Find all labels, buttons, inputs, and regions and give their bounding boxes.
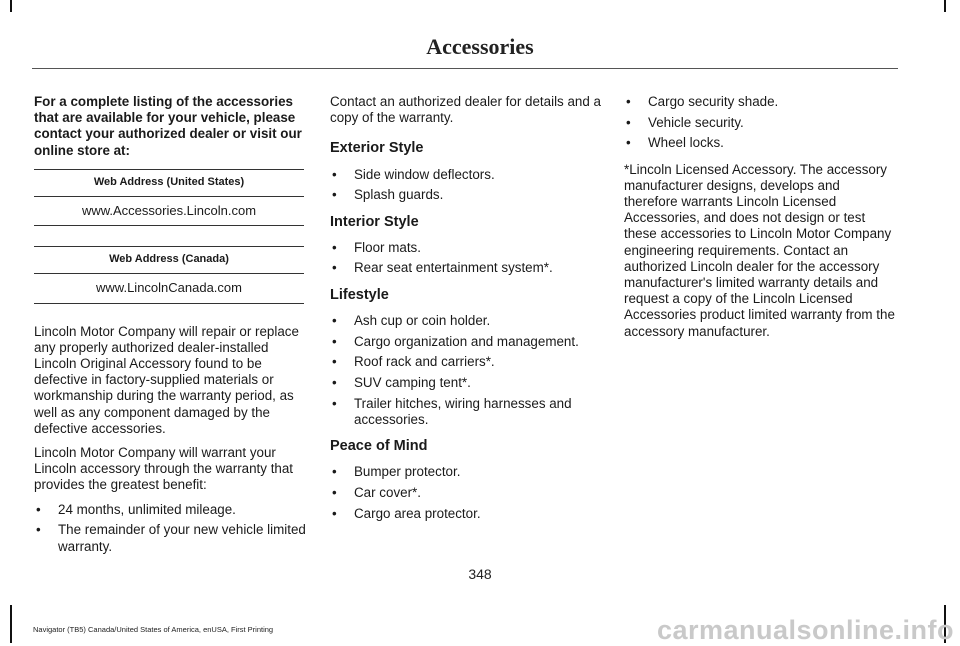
list-item: • Cargo security shade. bbox=[624, 94, 896, 110]
lifestyle-list bbox=[330, 313, 602, 428]
column-2 bbox=[330, 94, 602, 532]
column-1 bbox=[34, 94, 306, 565]
list-item: • Vehicle security. bbox=[624, 115, 896, 131]
list-item: • Roof rack and carriers*. bbox=[330, 354, 602, 370]
list-item: • Rear seat entertainment system*. bbox=[330, 260, 602, 276]
list-item: • Splash guards. bbox=[330, 187, 602, 203]
list-item: • The remainder of your new vehicle limited warranty. bbox=[34, 522, 306, 554]
list-item: • Car cover*. bbox=[330, 485, 602, 501]
table-heading: Web Address (United States) bbox=[34, 170, 304, 197]
table-heading: Web Address (Canada) bbox=[34, 247, 304, 274]
warranty-paragraph: Lincoln Motor Company will warrant your Lincoln accessory through the warranty that provides the greatest benefit: bbox=[34, 445, 294, 493]
section-heading-lifestyle: Lifestyle bbox=[330, 286, 389, 303]
licensed-accessory-footnote: *Lincoln Licensed Accessory. The accessory manufacturer designs, develops and therefore warrants Lincoln Licensed Accessories, and does not design or test these accessories to Lincoln Motor Company engineering requirements. Contact an authorized Lincoln dealer for the accessory manufacturer's limited warranty details and request a copy of the Lincoln Licensed Accessories product limited warranty from the accessory manufacturer. bbox=[624, 161, 895, 339]
exterior-style-list bbox=[330, 167, 602, 204]
intro-paragraph: For a complete listing of the accessories that are available for your vehicle, please contact your authorized dealer or visit our online store at: bbox=[34, 94, 302, 158]
repair-paragraph: Lincoln Motor Company will repair or replace any properly authorized dealer-installed Lincoln Original Accessory found to be defective in factory-supplied materials or workmanship during the warranty period, as well as any component damaged by the defective accessories. bbox=[34, 323, 299, 436]
list-item: • Side window deflectors. bbox=[330, 167, 602, 183]
web-address-us-link[interactable]: www.Accessories.Lincoln.com bbox=[81, 203, 257, 219]
list-item: • Ash cup or coin holder. bbox=[330, 313, 602, 329]
interior-style-list bbox=[330, 240, 602, 277]
corner-mark-top-right bbox=[944, 0, 946, 12]
footer-edition-text: Navigator (TB5) Canada/United States of America, enUSA, First Printing bbox=[33, 625, 274, 634]
peace-of-mind-list bbox=[330, 464, 602, 522]
peace-of-mind-list-continued bbox=[624, 94, 896, 152]
page-number: 348 bbox=[468, 566, 492, 582]
section-heading-exterior-style: Exterior Style bbox=[330, 140, 424, 157]
web-address-canada-table bbox=[34, 246, 304, 303]
contact-paragraph: Contact an authorized dealer for details and a copy of the warranty. bbox=[330, 94, 601, 126]
section-heading-peace-of-mind: Peace of Mind bbox=[330, 438, 428, 455]
list-item: • 24 months, unlimited mileage. bbox=[34, 502, 306, 518]
web-address-canada-link[interactable]: www.LincolnCanada.com bbox=[96, 280, 242, 296]
list-item: • Bumper protector. bbox=[330, 464, 602, 480]
web-address-us-table bbox=[34, 169, 304, 226]
list-item: • Wheel locks. bbox=[624, 135, 896, 151]
watermark: carmanualsonline.info bbox=[656, 615, 954, 645]
list-item: • SUV camping tent*. bbox=[330, 375, 602, 391]
list-item: • Floor mats. bbox=[330, 240, 602, 256]
column-3 bbox=[624, 94, 896, 348]
section-heading-interior-style: Interior Style bbox=[330, 213, 419, 230]
warranty-list bbox=[34, 502, 306, 555]
page-title: Accessories bbox=[426, 34, 534, 59]
corner-mark-bottom-left bbox=[10, 605, 12, 643]
list-item: • Trailer hitches, wiring harnesses and accessories. bbox=[330, 396, 602, 428]
header-rule bbox=[32, 68, 898, 69]
corner-mark-top-left bbox=[10, 0, 12, 12]
list-item: • Cargo area protector. bbox=[330, 506, 602, 522]
list-item: • Cargo organization and management. bbox=[330, 334, 602, 350]
